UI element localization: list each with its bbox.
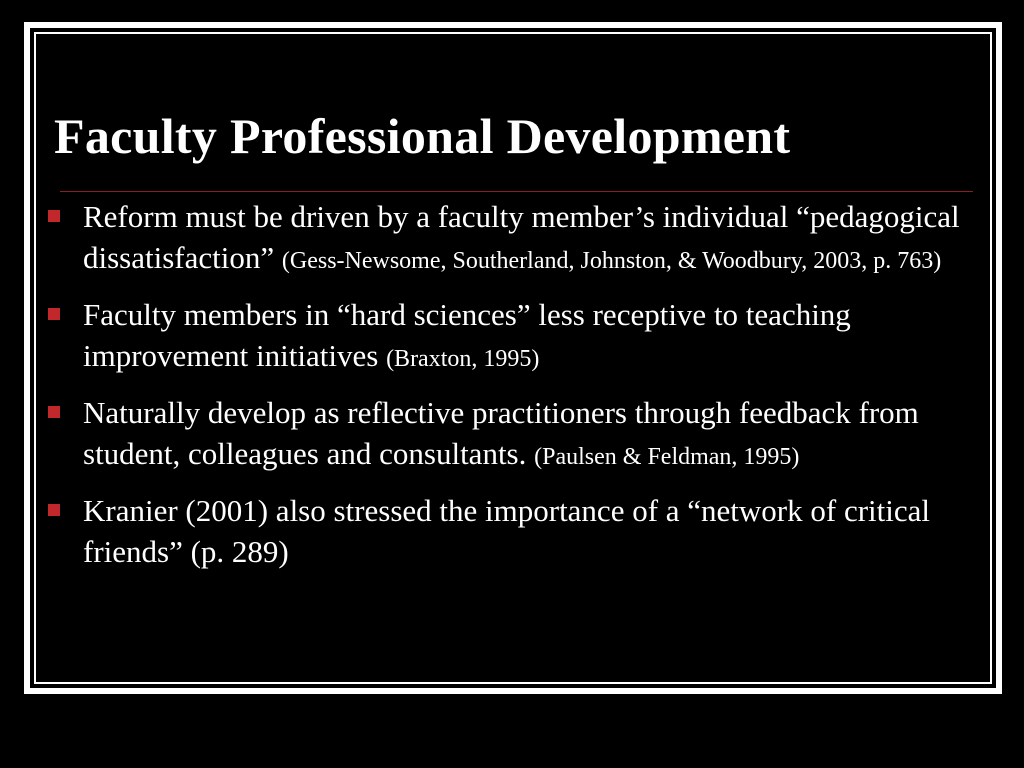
bullet-item bbox=[46, 392, 972, 478]
bullet-square-icon bbox=[48, 504, 60, 516]
bullet-citation: (Paulsen & Feldman, 1995) bbox=[534, 444, 800, 470]
bullet-text: Naturally develop as reflective practitioners through feedback from student, colleagues and consultants. bbox=[83, 395, 919, 471]
slide-title: Faculty Professional Development bbox=[54, 108, 791, 164]
bullet-text: Faculty members in “hard sciences” less receptive to teaching improvement initiatives bbox=[83, 297, 851, 373]
bullet-text: Kranier (2001) also stressed the importance of a “network of critical friends” (p. 289) bbox=[83, 493, 931, 569]
bullet-square-icon bbox=[48, 406, 60, 418]
bullet-square-icon bbox=[48, 308, 60, 320]
bullet-list bbox=[46, 196, 972, 572]
bullet-item bbox=[46, 490, 972, 572]
bullet-square-icon bbox=[48, 210, 60, 222]
title-divider bbox=[60, 191, 973, 192]
bullet-text: Reform must be driven by a faculty member’s individual “pedagogical dissatisfaction” bbox=[83, 199, 960, 275]
bullet-item bbox=[46, 294, 972, 380]
bullet-citation: (Gess-Newsome, Southerland, Johnston, & Woodbury, 2003, p. 763) bbox=[281, 248, 942, 274]
bullet-citation: (Braxton, 1995) bbox=[386, 346, 540, 372]
bullet-item bbox=[46, 196, 972, 282]
